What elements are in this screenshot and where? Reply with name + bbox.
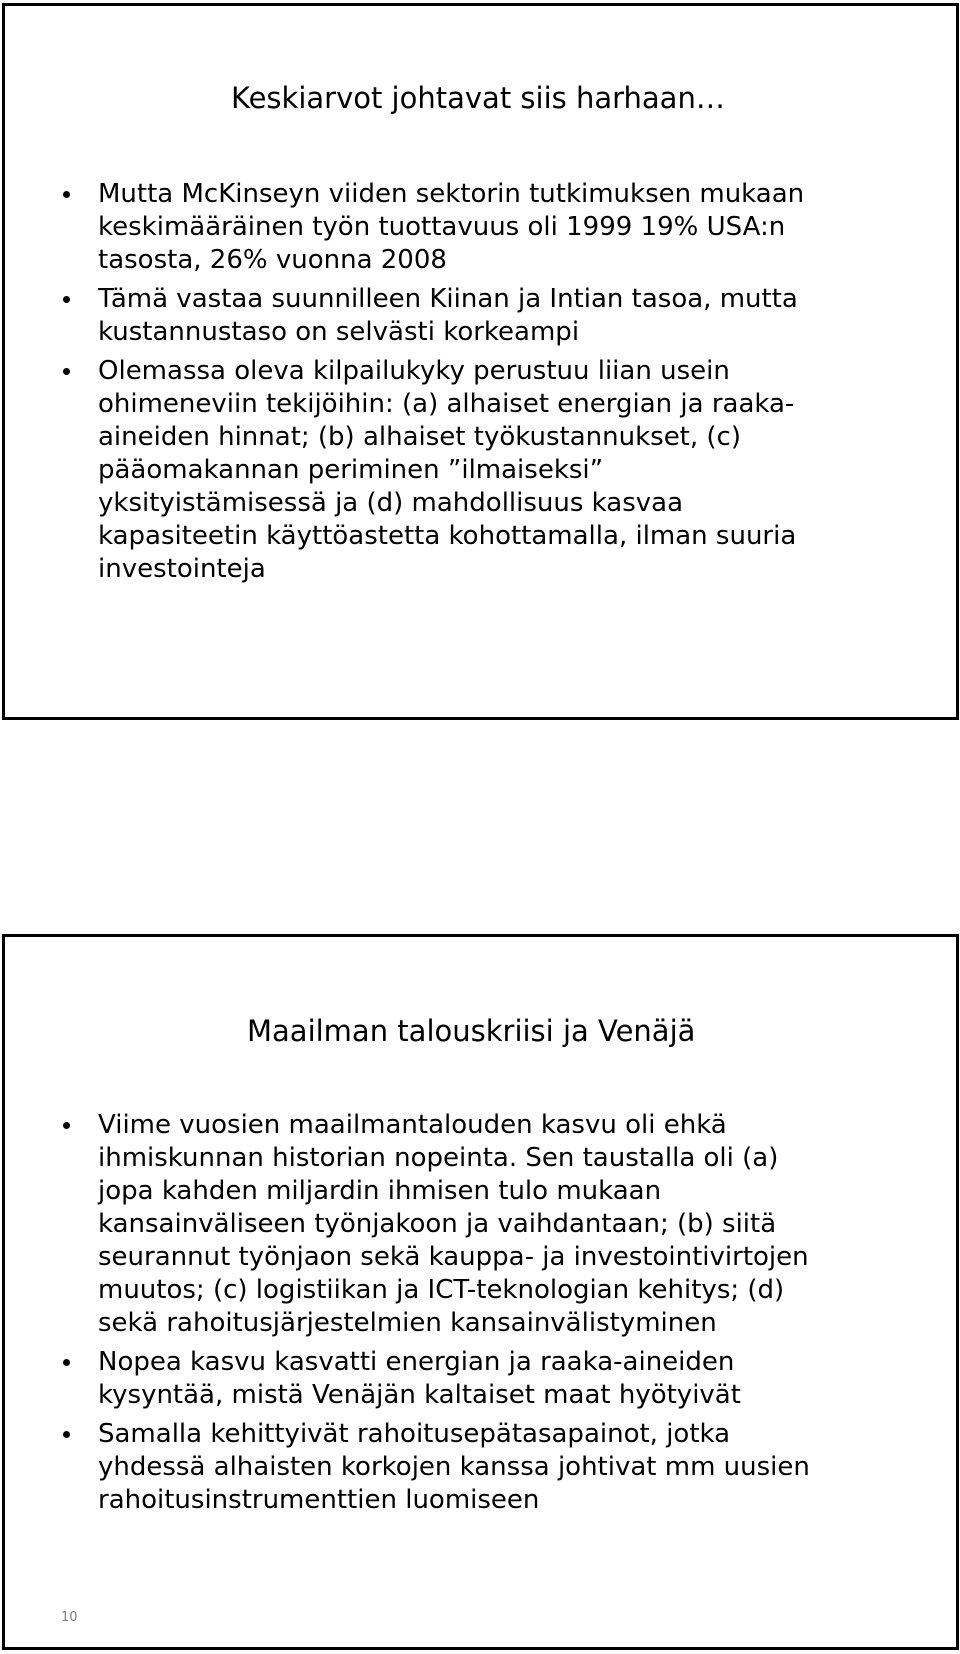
slide-title: Maailman talouskriisi ja Venäjä — [247, 1014, 696, 1048]
bullet-list — [63, 178, 863, 592]
bullet-icon — [63, 1431, 70, 1438]
bullet-line: Nopea kasvu kasvatti energian ja raaka-aineiden — [98, 1347, 735, 1377]
slide-title: Keskiarvot johtavat siis harhaan… — [231, 81, 725, 115]
bullet-line: jopa kahden miljardin ihmisen tulo mukaan — [98, 1176, 662, 1206]
bullet-item — [63, 1346, 863, 1412]
bullet-line: ohimeneviin tekijöihin: (a) alhaiset energian ja raaka- — [98, 389, 795, 419]
bullet-line: tasosta, 26% vuonna 2008 — [98, 245, 447, 275]
page-number: 10 — [61, 1610, 78, 1625]
bullet-line: yksityistämisessä ja (d) mahdollisuus kasvaa — [98, 488, 684, 518]
bullet-icon — [63, 296, 70, 303]
bullet-line: seurannut työnjaon sekä kauppa- ja investointivirtojen — [98, 1242, 809, 1272]
bullet-item — [63, 355, 863, 586]
bullet-line: kansainväliseen työnjakoon ja vaihdantaan; (b) siitä — [98, 1209, 777, 1239]
slide-1 — [2, 3, 959, 720]
bullet-line: investointeja — [98, 554, 266, 584]
bullet-icon — [63, 191, 70, 198]
bullet-line: kapasiteetin käyttöastetta kohottamalla, ilman suuria — [98, 521, 797, 551]
bullet-line: Mutta McKinseyn viiden sektorin tutkimuksen mukaan — [98, 179, 805, 209]
bullet-list — [63, 1109, 863, 1523]
bullet-item — [63, 1109, 863, 1340]
bullet-icon — [63, 368, 70, 375]
bullet-item — [63, 178, 863, 277]
bullet-line: pääomakannan periminen ”ilmaiseksi” — [98, 455, 604, 485]
bullet-line: sekä rahoitusjärjestelmien kansainvälistyminen — [98, 1308, 717, 1338]
bullet-line: ihmiskunnan historian nopeinta. Sen taustalla oli (a) — [98, 1143, 779, 1173]
bullet-line: Samalla kehittyivät rahoitusepätasapainot, jotka — [98, 1419, 731, 1449]
bullet-line: yhdessä alhaisten korkojen kanssa johtivat mm uusien — [98, 1452, 810, 1482]
slide-2 — [2, 934, 959, 1650]
bullet-icon — [63, 1359, 70, 1366]
bullet-line: rahoitusinstrumenttien luomiseen — [98, 1485, 540, 1515]
bullet-line: aineiden hinnat; (b) alhaiset työkustannukset, (c) — [98, 422, 741, 452]
bullet-item — [63, 1418, 863, 1517]
bullet-line: Tämä vastaa suunnilleen Kiinan ja Intian tasoa, mutta — [98, 284, 798, 314]
bullet-icon — [63, 1122, 70, 1129]
bullet-line: kysyntää, mistä Venäjän kaltaiset maat hyötyivät — [98, 1380, 741, 1410]
bullet-item — [63, 283, 863, 349]
bullet-line: muutos; (c) logistiikan ja ICT-teknologian kehitys; (d) — [98, 1275, 785, 1305]
bullet-line: Viime vuosien maailmantalouden kasvu oli ehkä — [98, 1110, 727, 1140]
bullet-line: keskimääräinen työn tuottavuus oli 1999 19% USA:n — [98, 212, 786, 242]
bullet-line: Olemassa oleva kilpailukyky perustuu liian usein — [98, 356, 730, 386]
bullet-line: kustannustaso on selvästi korkeampi — [98, 317, 580, 347]
